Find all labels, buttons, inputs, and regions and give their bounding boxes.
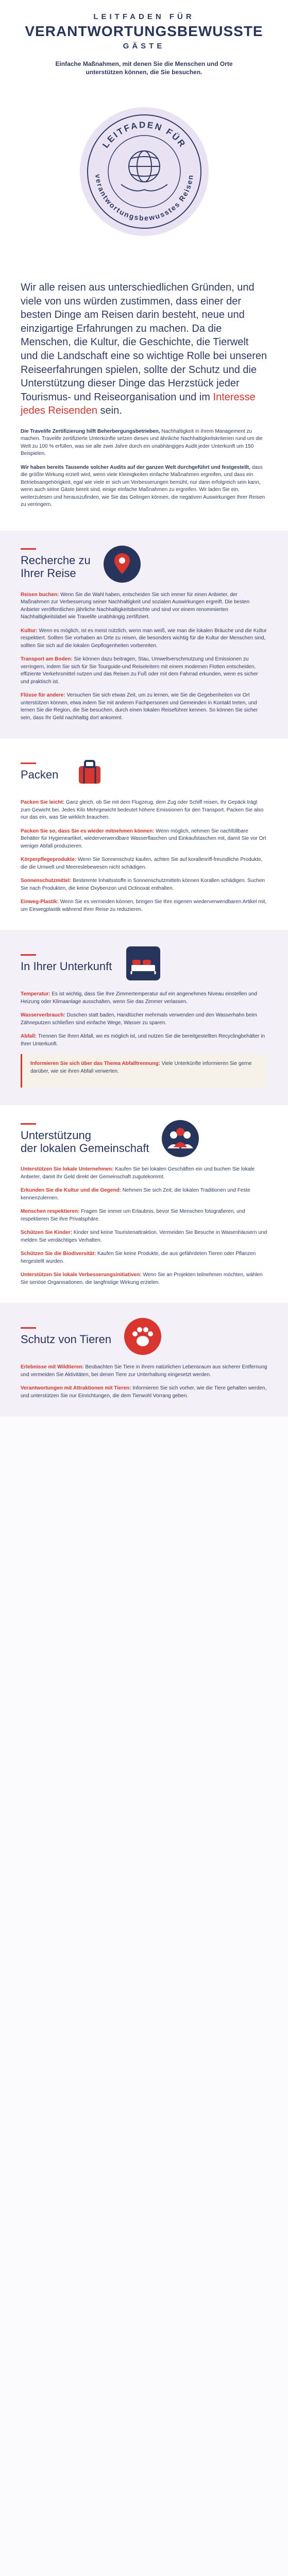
seal-graphic — [80, 107, 209, 236]
list-item: Erkunden Sie die Kultur und die Gegend: Nehmen Sie sich Zeit, die lokalen Traditionen und Feste kennenzulernen. — [21, 1188, 250, 1201]
section-research-items — [21, 591, 267, 722]
intro-paragraph-1-title: Die Travelife Zertifizierung hilft Beherbergungsbetrieben, — [21, 428, 160, 434]
section-research-title: Recherche zu Ihrer Reise — [21, 548, 91, 580]
section-research-header — [21, 545, 267, 583]
list-item: Temperatur: Es ist wichtig, dass Sie Ihre Zimmertemperatur auf ein angenehmes Niveau einstellen und Heizung oder Klimaanlage ausschalten, wenn Sie das Zimmer verlassen. — [21, 991, 257, 1005]
list-item: Sonnenschutzmittel: Bestimmte Inhaltsstoffe in Sonnenschutzmitteln können Korallen schädigen. Suchen Sie nach Produkten, die keine Oxybenzon und Octinoxat enthalten. — [21, 878, 265, 891]
section-packing-items — [21, 799, 267, 913]
list-item: Unterstützen Sie lokale Verbesserungsinitiativen: Wenn Sie an Projekten teilnehmen möchten, wählen Sie seriöse Organisationen, die langfristige Wirkung erzielen. — [21, 1272, 263, 1285]
list-item: Menschen respektieren: Fragen Sie immer um Erlaubnis, bevor Sie Menschen fotografieren, und respektieren Sie ihre Privatsphäre. — [21, 1209, 245, 1222]
section-accommodation-title: In Ihrer Unterkunft — [21, 954, 112, 973]
list-item: Wasserverbrauch: Duschen statt baden, Handtücher mehrmals verwenden und den Wasserhahn beim Zähneputzen schließen sind einfache Wege, Wasser zu sparen. — [21, 1012, 257, 1026]
title-accent-line — [21, 1123, 36, 1125]
hero-subtitle: GÄSTE — [123, 41, 165, 50]
intro-paragraph-2 — [21, 464, 267, 509]
intro-body — [21, 428, 267, 509]
title-accent-line — [21, 762, 36, 764]
section-community-items — [21, 1166, 267, 1286]
list-item: Verantwortungen mit Attraktionen mit Tieren: Informieren Sie sich vorher, wie die Tiere gehalten werden, und unterstützen Sie nur Einrichtungen, die dem Tierwohl Vorrang geben. — [21, 1385, 267, 1399]
bed-icon — [124, 944, 162, 982]
title-accent-line — [21, 954, 36, 956]
title-accent-line — [21, 1327, 36, 1329]
section-community — [0, 1105, 288, 1303]
section-animals-items — [21, 1364, 267, 1400]
list-item: Abfall: Trennen Sie Ihren Abfall, wo es möglich ist, und nutzen Sie die bereitgestellten Recyclingbehälter in Ihrer Unterkunft. — [21, 1033, 265, 1047]
hero-lead: Einfache Maßnahmen, mit denen Sie die Menschen und Orte unterstützen können, die Sie besuchen. — [55, 60, 233, 76]
seal-ring-bottom: verantwortungsbewusstes Reisen — [93, 174, 195, 223]
list-item: Schützen Sie Kinder: Kinder sind keine Touristenattraktion. Vermeiden Sie Besuche in Waisenhäusern und melden Sie verdächtiges Verhalten. — [21, 1230, 267, 1243]
intro-paragraph-1-text: Nachhaltigkeit in ihrem Management zu machen. Travelife zertifizierte Unterkünfte setzen dieses und ähnliche Nachhaltigkeitskriterien rund um die Welt zu 100 % erfüllen, was sie alle zwei Jahre durch ein unabhängiges Audit jeder Unterkunft um 150 Beispielen. — [21, 428, 263, 457]
section-animals-title: Schutz von Tieren — [21, 1327, 111, 1346]
hero-title: VERANTWORTUNGSBEWUSSTE — [25, 23, 263, 39]
seal-ring-top: LEITFADEN FÜR — [100, 120, 188, 150]
list-item: Schützen Sie die Biodiversität: Kaufen Sie keine Produkte, die aus gefährdeten Tieren oder Pflanzen hergestellt wurden. — [21, 1251, 256, 1264]
community-icon — [161, 1120, 199, 1158]
section-packing-title: Packen — [21, 762, 58, 781]
list-item: Packen Sie so, dass Sie es wieder mitnehmen können: Wenn möglich, nehmen Sie nachfüllbare Behälter für Hygieneartikel, wiederverwendbare Wasserflaschen und Einkaufstaschen mit, damit Sie vor Ort weniger Abfall produzieren. — [21, 828, 266, 849]
guide-seal — [80, 107, 209, 236]
list-item: Erlebnisse mit Wildtieren: Beobachten Sie Tiere in ihrem natürlichen Lebensraum aus sicherer Entfernung und vermeiden Sie Aktivitäten, bei denen Tiere zur Unterhaltung eingesetzt werden. — [21, 1364, 267, 1378]
section-packing — [0, 738, 288, 930]
list-item: Körperpflegeprodukte: Wenn Sie Sonnenschutz kaufen, achten Sie auf korallenriff-freundliche Produkte, die die Umwelt und Meereslebewesen nicht schädigen. — [21, 857, 263, 870]
suitcase-icon — [71, 753, 109, 791]
list-item: Einweg-Plastik: Wenn Sie es vermeiden können, bringen Sie Ihre eigenen wiederverwendbaren Artikel mit, um Einwegplastik während Ihrer Reise zu reduzieren. — [21, 899, 267, 912]
list-item: Transport am Boden: Sie können dazu beitragen, Stau, Umweltverschmutzung und Emissionen zu verringern, indem Sie sich für Sie Tourguide-und Reiseleitern mit einem modernen Flotten entscheiden, effiziente Verkehrsmittel nutzen und das Reisen zu Fuß oder mit dem Fahrrad erkunden, wenn es sicher und praktisch ist. — [21, 656, 258, 685]
info-note — [21, 1054, 267, 1088]
list-item: Packen Sie leicht: Ganz gleich, ob Sie mit dem Flugzeug, dem Zug oder Schiff reisen, Ihr Gepäck trägt zum Gewicht bei. Jedes Kilo Mehrgewicht bedeutet höhere Emissionen für den Transport. Packen Sie also nur das ein, was Sie wirklich brauchen. — [21, 800, 264, 821]
section-accommodation — [0, 930, 288, 1105]
intro-statement — [21, 281, 267, 418]
globe-hands-icon — [121, 151, 167, 191]
list-item: Flüsse für andere: Versuchen Sie sich etwas Zeit, um zu lernen, wie Sie die Gegebenheiten vor Ort unterstützen können, etwa indem Sie mit anderen Fachpersonen und Gemeinden in Kontakt treten, und lernen Sie die Region, die Sie besuchen, durch einen lokalen Reiseführer kennen. So können Sie sicher sein, dass Ihr Geld nachhaltig dort ankommt. — [21, 692, 258, 721]
intro-text-b: sein. — [97, 405, 122, 417]
list-item: Kultur: Wenn es möglich, ist es meist nützlich, wenn man weiß, wie man die lokalen Bräuche und die Kultur respektiert. Sollten Sie vorhaben an Orte zu reisen, die besonders wichtig für die Kultur der Menschen sind, sollten Sie sich auf die lokalen Gepflogenheiten vorbereiten. — [21, 628, 267, 649]
hero — [0, 0, 288, 116]
map-pin-icon — [103, 545, 141, 583]
intro-paragraph-2-title: Wir haben bereits Tausende solcher Audits auf der ganzen Welt durchgeführt und festgestellt, — [21, 464, 250, 470]
section-accommodation-header — [21, 944, 267, 982]
section-research — [0, 531, 288, 739]
hero-eyebrow: LEITFADEN FÜR — [93, 12, 195, 21]
intro-highlight: Interesse jedes Reisenden — [21, 391, 256, 417]
section-animals — [0, 1303, 288, 1416]
section-accommodation-items — [21, 991, 267, 1088]
list-item: Informieren Sie sich über das Thema Abfalltrennung: Viele Unterkünfte informieren Sie gerne darüber, wie sie ihren Abfall verwerten. — [30, 1061, 252, 1074]
section-packing-header — [21, 753, 267, 791]
section-community-header — [21, 1120, 267, 1158]
paw-icon — [124, 1317, 162, 1355]
list-item: Unterstützen Sie lokale Unternehmen: Kaufen Sie bei lokalen Geschäften ein und buchen Sie lokale Anbieter, damit Ihr Geld direkt der Gemeinschaft zugutekommt. — [21, 1166, 255, 1180]
list-item: Reisen buchen: Wenn Sie die Wahl haben, entscheiden Sie sich immer für einen Anbieter, der Maßnahmen zur Verbesserung seiner Nachhaltigkeit und sozialen Auswirkungen ergreift. Die besten Anbieter veröffentlichen jährliche Nachhaltigkeitsberichte und sind vor einem renommierten Nachhaltigkeitslabel wie Travelife unabhängig zertifiziert. — [21, 591, 250, 620]
section-community-title: Unterstützung der lokalen Gemeinschaft — [21, 1123, 149, 1155]
section-animals-header — [21, 1317, 267, 1355]
intro-paragraph-2-text: dass die größte Wirkung erzielt wird, wenn viele Kleinigkeiten einfache Maßnahmen ergreifen, und dass ein Betriebsangehörigkeit, egal wie viele er sich um Verbesserungen bemüht, nur dann erfolgreich sein kann, wenn auch seine Gäste bereit sind, einige einfache Maßnahmen zu ergreifen. Wir laden Sie ein, weiterzulesen und herauszufinden, wie Sie das Gelingen können, die negativen Auswirkungen Ihrer Reisen zu verringern. — [21, 464, 265, 508]
intro-paragraph-1 — [21, 428, 267, 458]
intro-text-a: Wir alle reisen aus unterschiedlichen Gründen, und viele von uns würden zustimmen, dass einer der besten Dinge am Reisen darin besteht, neue und einzigartige Erfahrungen zu machen. Da die Menschen, die Kultur, die Geschichte, die Tierwelt und die Landschaft eine so wichtige Rolle bei unseren Reiseerfahrungen spielen, sollte der Schutz und die Unterstützung dieser Dinge das Herzstück jeder Tourismus- und Reiseorganisation und im — [21, 282, 267, 403]
title-accent-line — [21, 548, 36, 550]
